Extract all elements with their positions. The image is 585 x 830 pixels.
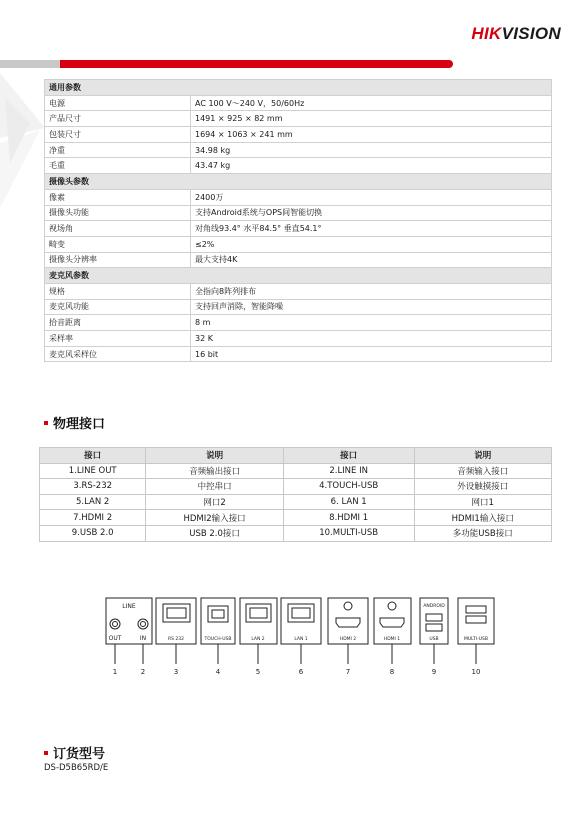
spec-section-row: [45, 174, 552, 190]
interfaces-cell: 5.LAN 2: [40, 494, 146, 510]
callout-number: 3: [173, 668, 179, 676]
specs-table: [44, 79, 552, 362]
interfaces-cell: USB 2.0接口: [146, 525, 283, 541]
spec-value: 全指向8阵列排布: [191, 283, 552, 299]
line-label: LINE: [122, 603, 136, 610]
spec-key: 拾音距离: [45, 315, 191, 331]
hdmi1-port: [380, 618, 404, 627]
interfaces-cell: 网口1: [414, 494, 552, 510]
interface-diagram: [100, 592, 510, 687]
spec-row: [45, 205, 552, 221]
order-model: DS-D5B65RD/E: [44, 763, 109, 773]
interfaces-cell: HDMI1输入接口: [414, 510, 552, 526]
spec-value: AC 100 V～240 V，50/60Hz: [191, 95, 552, 111]
interfaces-cell: 音频输入接口: [414, 463, 552, 479]
spec-value: ≤2%: [191, 236, 552, 252]
interfaces-header-row: [40, 448, 552, 464]
spec-row: [45, 299, 552, 315]
interfaces-table: [39, 447, 552, 542]
spec-row: [45, 283, 552, 299]
line-out-jack: [110, 619, 120, 629]
table-row: [40, 479, 552, 495]
spec-key: 摄像头功能: [45, 205, 191, 221]
spec-key: 视场角: [45, 221, 191, 237]
interfaces-header-cell: 说明: [146, 448, 283, 464]
interfaces-cell: 外设触摸接口: [414, 479, 552, 495]
spec-value: 1491 × 925 × 82 mm: [191, 111, 552, 127]
order-title: 订货型号: [44, 743, 105, 762]
spec-value: 对角线93.4° 水平84.5° 垂直54.1°: [191, 221, 552, 237]
interfaces-cell: 4.TOUCH-USB: [283, 479, 414, 495]
spec-key: 摄像头分辨率: [45, 252, 191, 268]
spec-value: 16 bit: [191, 346, 552, 362]
callout-number: 2: [140, 668, 146, 676]
spec-row: [45, 111, 552, 127]
interfaces-cell: 7.HDMI 2: [40, 510, 146, 526]
port-label-lan2: LAN 2: [251, 637, 265, 642]
interfaces-cell: HDMI2输入接口: [146, 510, 283, 526]
interfaces-title: 物理接口: [44, 413, 105, 432]
spec-row: [45, 189, 552, 205]
android-label: ANDROID: [423, 604, 445, 609]
spec-section-row: [45, 268, 552, 284]
callout-number: 1: [112, 668, 118, 676]
spec-row: [45, 346, 552, 362]
spec-value: 34.98 kg: [191, 142, 552, 158]
spec-value: 最大支持4K: [191, 252, 552, 268]
table-row: [40, 463, 552, 479]
port-label-touch-usb: TOUCH-USB: [204, 637, 232, 642]
header-bar: [0, 60, 453, 68]
spec-row: [45, 142, 552, 158]
interfaces-cell: 2.LINE IN: [283, 463, 414, 479]
spec-value: 43.47 kg: [191, 158, 552, 174]
spec-row: [45, 158, 552, 174]
callout-number: 10: [471, 668, 481, 676]
interfaces-cell: 6. LAN 1: [283, 494, 414, 510]
interfaces-header-cell: 接口: [283, 448, 414, 464]
spec-key: 产品尺寸: [45, 111, 191, 127]
spec-row: [45, 331, 552, 347]
interfaces-cell: 8.HDMI 1: [283, 510, 414, 526]
spec-row: [45, 236, 552, 252]
spec-key: 采样率: [45, 331, 191, 347]
hdmi1-screw: [388, 602, 396, 610]
interfaces-cell: 3.RS-232: [40, 479, 146, 495]
spec-value: 32 K: [191, 331, 552, 347]
spec-section-title: 通用参数: [45, 80, 552, 96]
interfaces-cell: 中控串口: [146, 479, 283, 495]
callout-number: 9: [431, 668, 437, 676]
line-in-jack: [138, 619, 148, 629]
multi-usb-port-top: [466, 606, 486, 613]
hdmi2-screw: [344, 602, 352, 610]
port-label-rs232: RS 232: [167, 637, 185, 642]
port-label-lan1: LAN 1: [294, 637, 308, 642]
port-label-usb: USB: [429, 637, 439, 642]
touch-usb-port: [208, 606, 228, 622]
table-row: [40, 510, 552, 526]
in-label: IN: [139, 635, 147, 642]
spec-value: 支持回声消除，智能降噪: [191, 299, 552, 315]
spec-key: 毛重: [45, 158, 191, 174]
spec-key: 麦克风采样位: [45, 346, 191, 362]
spec-row: [45, 221, 552, 237]
interfaces-cell: 音频输出接口: [146, 463, 283, 479]
interfaces-cell: 10.MULTI-USB: [283, 525, 414, 541]
spec-row: [45, 95, 552, 111]
interfaces-cell: 1.LINE OUT: [40, 463, 146, 479]
spec-key: 规格: [45, 283, 191, 299]
interfaces-cell: 9.USB 2.0: [40, 525, 146, 541]
usb-port-top: [426, 614, 442, 621]
spec-row: [45, 315, 552, 331]
port-label-hdmi2: HDMI 2: [339, 637, 357, 642]
interfaces-header-cell: 说明: [414, 448, 552, 464]
spec-key: 电源: [45, 95, 191, 111]
spec-key: 包装尺寸: [45, 127, 191, 143]
spec-value: 2400万: [191, 189, 552, 205]
multi-usb-port-bottom: [466, 616, 486, 623]
spec-key: 像素: [45, 189, 191, 205]
port-label-multi-usb: MULTI-USB: [463, 637, 489, 642]
callout-number: 5: [255, 668, 261, 676]
spec-section-title: 麦克风参数: [45, 268, 552, 284]
table-row: [40, 525, 552, 541]
spec-value: 1694 × 1063 × 241 mm: [191, 127, 552, 143]
interfaces-cell: 网口2: [146, 494, 283, 510]
spec-key: 麦克风功能: [45, 299, 191, 315]
hikvision-logo: HIKVISION: [471, 24, 561, 43]
interfaces-cell: 多功能USB接口: [414, 525, 552, 541]
table-row: [40, 494, 552, 510]
hdmi2-port: [336, 618, 360, 627]
interfaces-header-cell: 接口: [40, 448, 146, 464]
spec-key: 畸变: [45, 236, 191, 252]
callout-number: 6: [298, 668, 304, 676]
spec-value: 支持Android系统与OPS间智能切换: [191, 205, 552, 221]
callout-number: 7: [345, 668, 351, 676]
spec-section-row: [45, 80, 552, 96]
callout-number: 8: [389, 668, 395, 676]
spec-row: [45, 127, 552, 143]
usb-port-bottom: [426, 624, 442, 631]
spec-section-title: 摄像头参数: [45, 174, 552, 190]
spec-key: 净重: [45, 142, 191, 158]
out-label: OUT: [108, 635, 122, 642]
port-label-hdmi1: HDMI 1: [383, 637, 401, 642]
spec-value: 8 m: [191, 315, 552, 331]
callout-number: 4: [215, 668, 221, 676]
spec-row: [45, 252, 552, 268]
